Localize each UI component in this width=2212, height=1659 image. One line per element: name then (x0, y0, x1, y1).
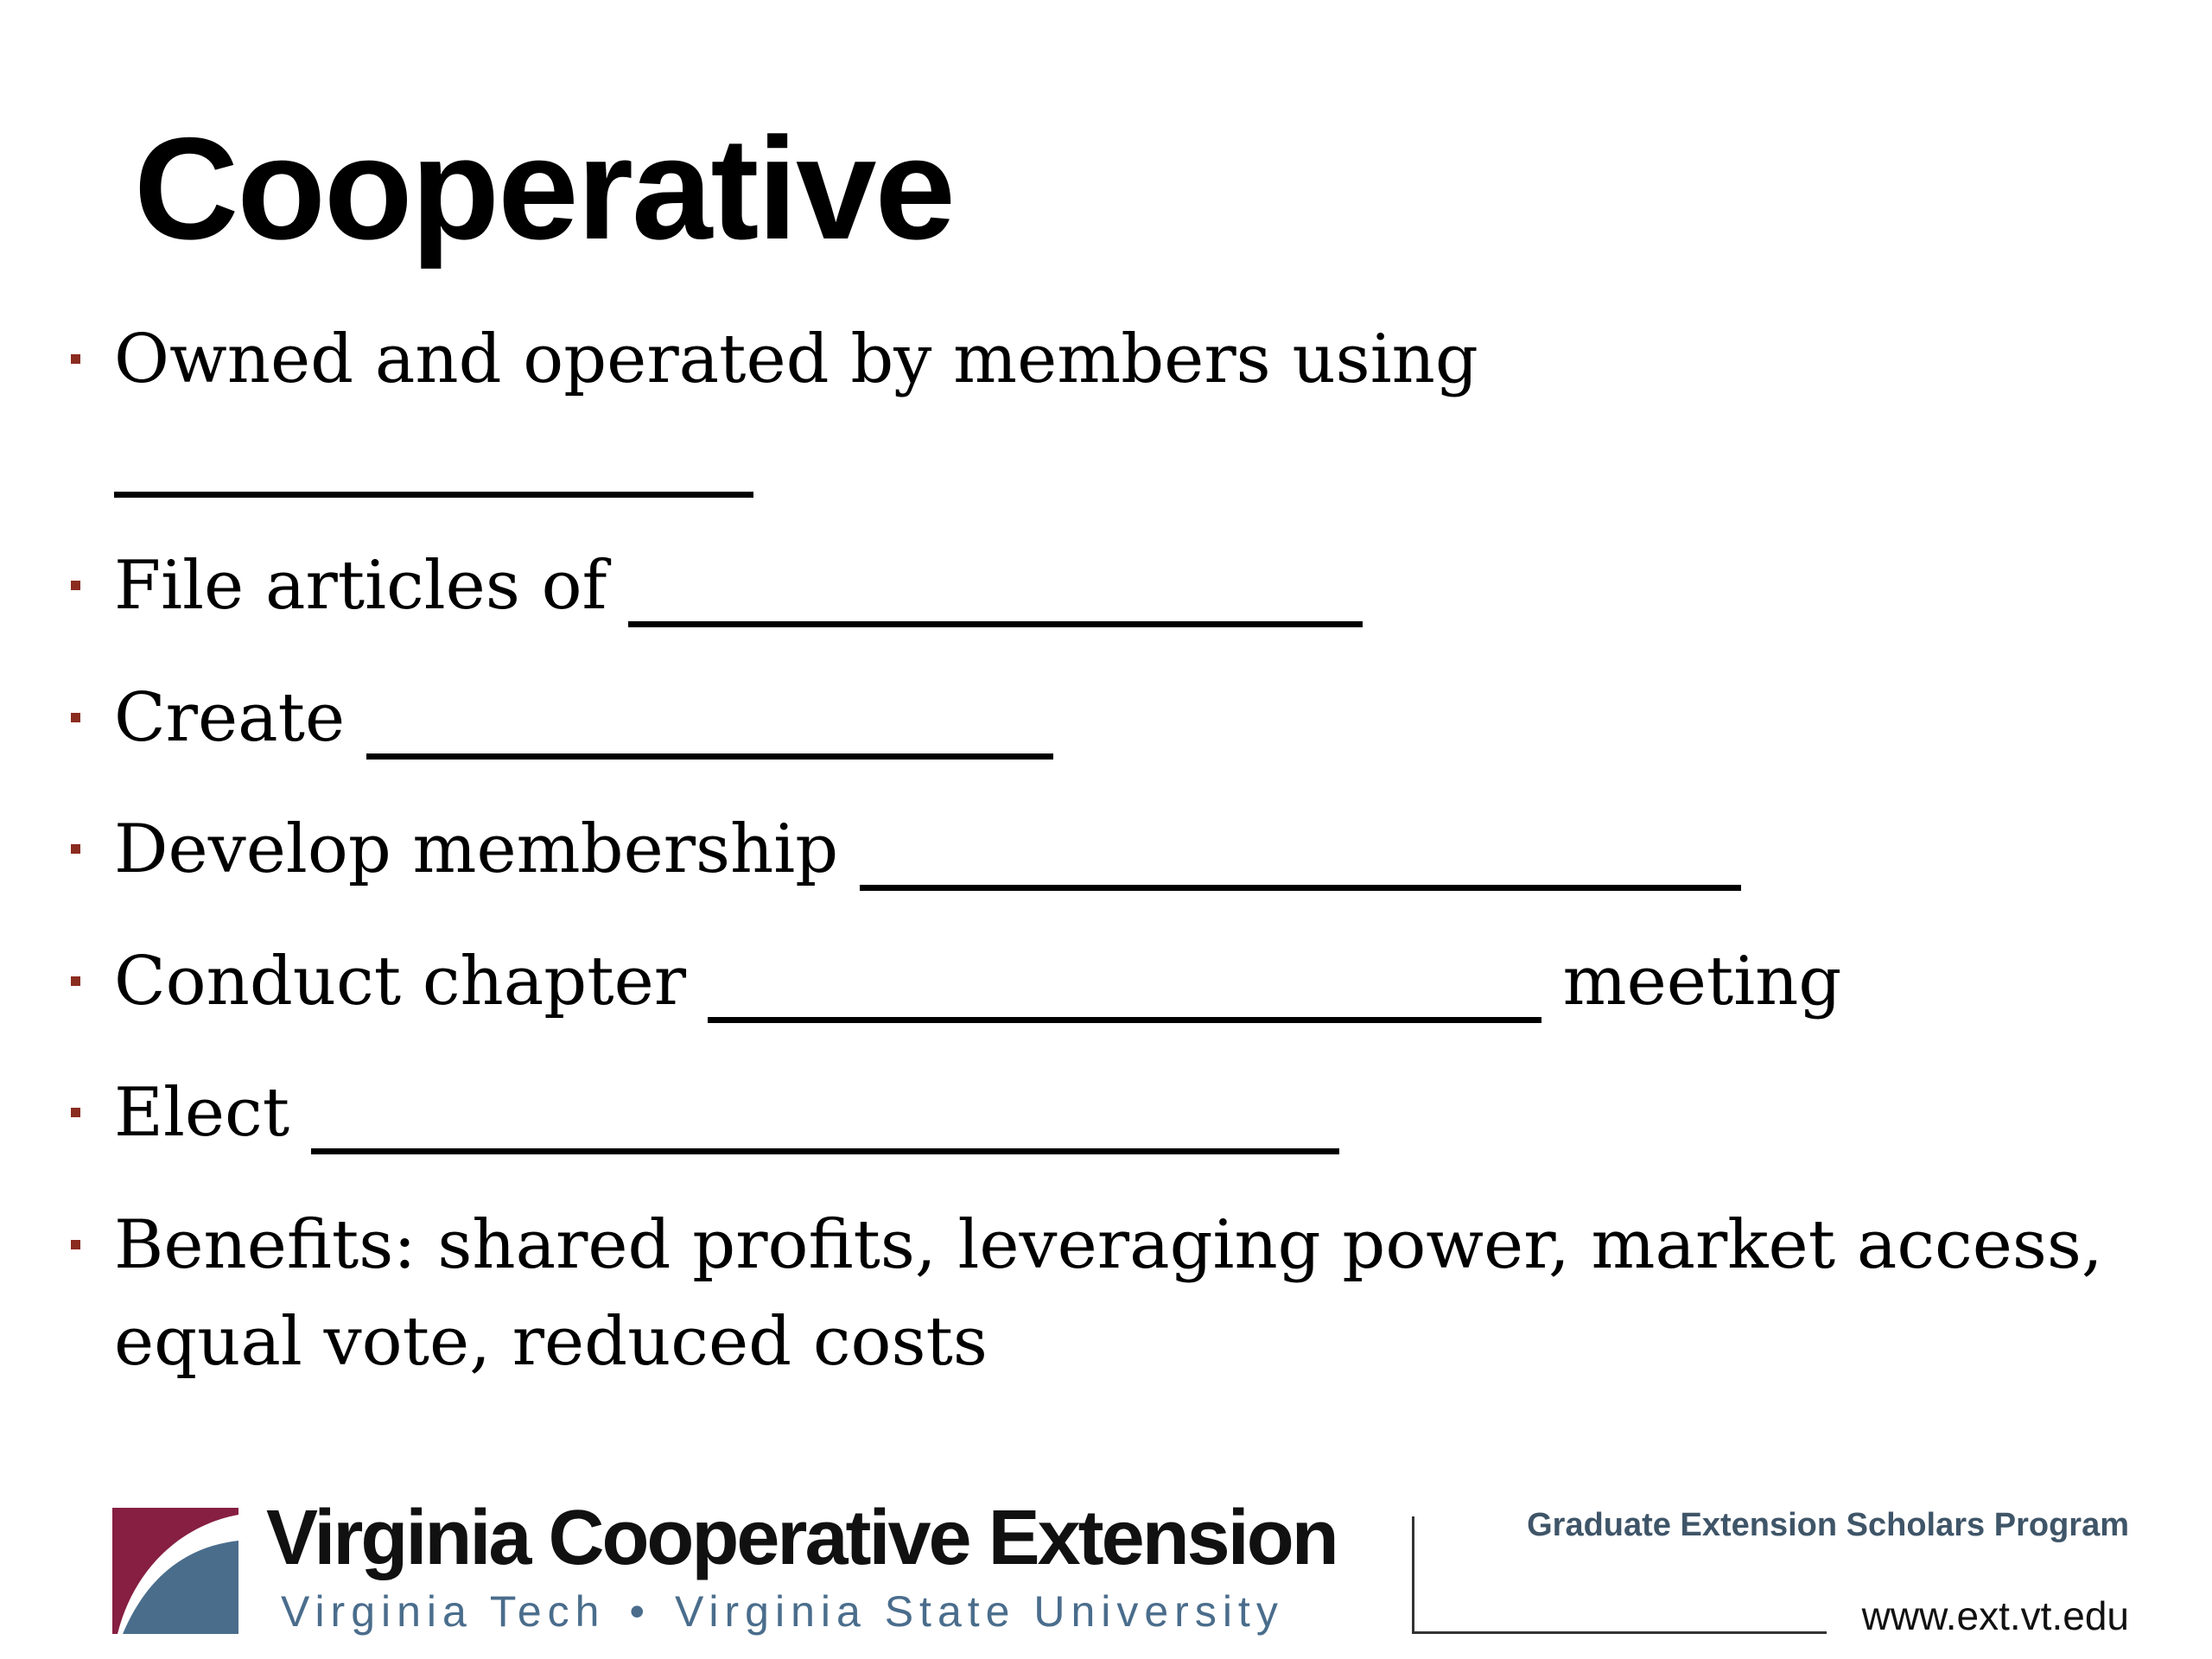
bullet-text: File articles of (114, 547, 607, 625)
bullet-line (114, 933, 1841, 1030)
fill-in-blank (311, 1096, 1339, 1154)
bullet-line (114, 801, 1741, 898)
footer (0, 1469, 2212, 1659)
square-bullet-icon (71, 844, 80, 854)
footer-divider-horizontal (1412, 1631, 1827, 1634)
bullet-line (114, 537, 1363, 634)
fill-in-blank (366, 702, 1053, 760)
website-url: www.ext.vt.edu (1861, 1593, 2129, 1638)
org-sub-separator: • (629, 1587, 651, 1636)
footer-divider-vertical (1412, 1516, 1414, 1633)
slide-title: Cooperative (134, 107, 954, 270)
bullet-text: Conduct chapter (114, 943, 687, 1020)
bullet-continuation (114, 408, 753, 505)
organization-name: Virginia Cooperative Extension (266, 1495, 1337, 1581)
square-bullet-icon (71, 581, 80, 590)
fill-in-blank (708, 965, 1541, 1023)
bullet-text: Elect (114, 1074, 290, 1152)
virginia-cooperative-extension-logo-icon (112, 1508, 238, 1634)
org-sub-right: Virginia State University (674, 1587, 1284, 1636)
bullet-text: Create (114, 679, 346, 757)
bullet-text-after: meeting (1562, 943, 1842, 1020)
fill-in-blank (114, 440, 753, 498)
org-sub-left: Virginia Tech (281, 1587, 606, 1636)
fill-in-blank (628, 569, 1363, 627)
organization-subtitle (281, 1586, 1284, 1637)
bullet-text-continuation: equal vote, reduced costs (114, 1303, 988, 1381)
square-bullet-icon (71, 1108, 80, 1117)
square-bullet-icon (71, 1240, 80, 1249)
bullet-text: Develop membership (114, 810, 839, 888)
bullet-line (114, 1065, 1339, 1161)
square-bullet-icon (71, 354, 80, 364)
fill-in-blank (860, 833, 1741, 891)
bullet-text: Owned and operated by members using (114, 321, 1478, 398)
square-bullet-icon (71, 713, 80, 722)
program-name: Graduate Extension Scholars Program (1527, 1507, 2129, 1543)
square-bullet-icon (71, 976, 80, 986)
bullet-line (114, 670, 1053, 766)
bullet-text: Benefits: shared profits, leveraging power, market access, (114, 1206, 2103, 1284)
